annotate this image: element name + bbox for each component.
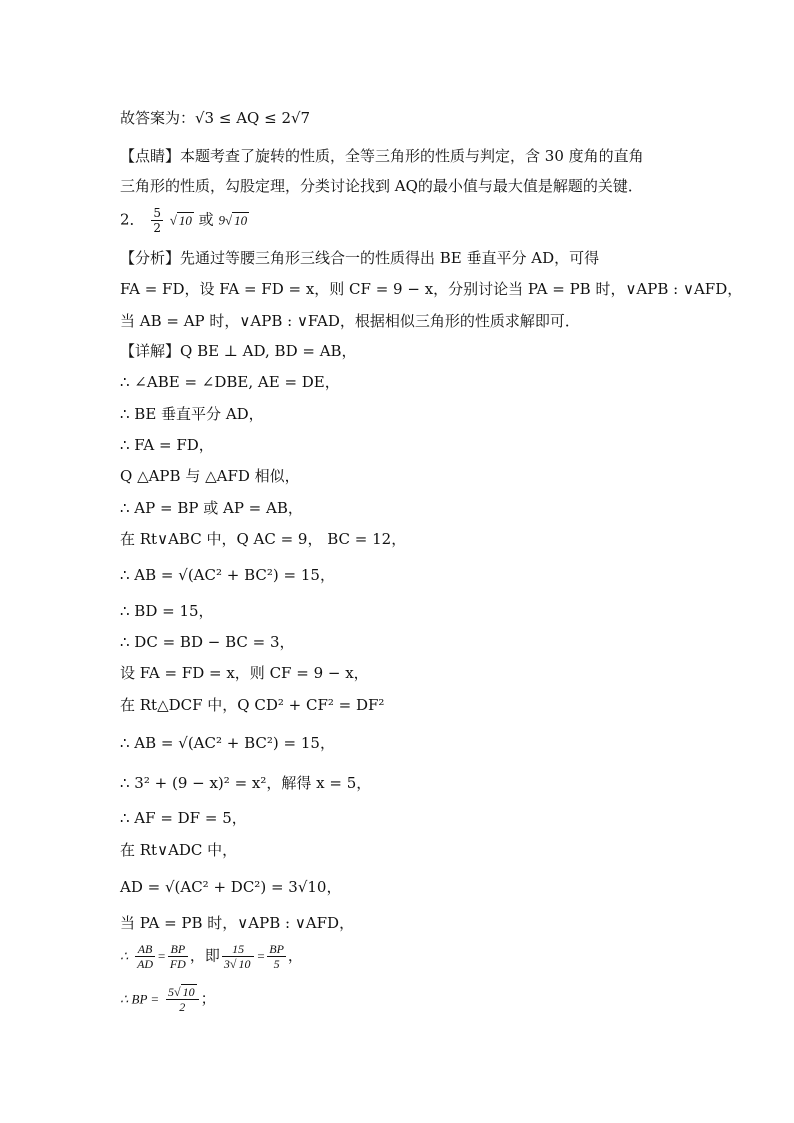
sqrt-sign: √ bbox=[224, 212, 233, 228]
text-line: 设 FA = FD = x，则 CF = 9 − x， bbox=[120, 664, 369, 682]
fraction-denominator: 5 bbox=[273, 957, 280, 971]
fraction-denominator: 3√ 10 bbox=[223, 957, 251, 971]
text-line: 在 Rt∨ADC 中， bbox=[120, 841, 238, 859]
fraction-numerator: 15 bbox=[222, 942, 255, 957]
text-line: 故答案为：√3 ≤ AQ ≤ 2√7 bbox=[120, 109, 311, 127]
fraction-ab-ad bbox=[135, 942, 155, 971]
fraction-bp-5 bbox=[267, 942, 286, 971]
fraction-5sqrt10-2 bbox=[166, 985, 199, 1014]
text-line: ∴ FA = FD， bbox=[120, 436, 214, 454]
equals-sign: = bbox=[157, 948, 166, 964]
fraction-numerator: 5√ 10 bbox=[166, 985, 199, 1000]
bp-result-line bbox=[120, 985, 216, 1014]
text-line: ∴ AB = √(AC² + BC²) = 15， bbox=[120, 566, 335, 584]
punctuation: ， bbox=[287, 946, 303, 965]
text-line: ∴ AP = BP 或 AP = AB， bbox=[120, 499, 303, 517]
text-line: ∴ DC = BD − BC = 3， bbox=[120, 633, 295, 651]
bp-prefix: ∴ BP = bbox=[120, 991, 160, 1007]
text-line: 【点睛】本题考查了旋转的性质，全等三角形的性质与判定，含 30 度角的直角 bbox=[120, 147, 644, 165]
equals-sign: = bbox=[256, 948, 266, 964]
coefficient: 9 bbox=[218, 212, 225, 228]
text-line: 【分析】先通过等腰三角形三线合一的性质得出 BE 垂直平分 AD，可得 bbox=[120, 249, 600, 267]
fraction-denominator: 2 bbox=[179, 1000, 186, 1014]
fraction-denominator: AD bbox=[137, 957, 154, 971]
question-number: 2． bbox=[120, 210, 145, 229]
fraction-denominator: 2 bbox=[153, 221, 161, 235]
text-line: ∴ AB = √(AC² + BC²) = 15， bbox=[120, 734, 335, 752]
or-text: 或 bbox=[198, 210, 214, 229]
text-line: 当 PA = PB 时，∨APB : ∨AFD， bbox=[120, 914, 355, 932]
text-line: ∴ ∠ABE = ∠DBE, AE = DE， bbox=[120, 373, 340, 391]
text-line: ∴ 3² + (9 − x)² = x²，解得 x = 5， bbox=[120, 774, 372, 792]
text-line: 三角形的性质，勾股定理，分类讨论找到 AQ的最小值与最大值是解题的关键． bbox=[120, 177, 643, 195]
fraction-bp-fd bbox=[168, 942, 188, 971]
fraction-numerator: BP bbox=[168, 942, 188, 957]
ratio-line bbox=[120, 942, 303, 971]
coefficient: 5 bbox=[167, 985, 174, 999]
text-line: ∴ BD = 15， bbox=[120, 602, 214, 620]
connector-text: ，即 bbox=[189, 946, 220, 965]
punctuation: ； bbox=[200, 989, 216, 1008]
fraction-denominator: FD bbox=[169, 957, 186, 971]
fraction bbox=[151, 206, 163, 235]
text-line: 在 Rt∨ABC 中，Q AC = 9， BC = 12， bbox=[120, 530, 407, 548]
sqrt-radicand: 10 bbox=[238, 957, 251, 971]
sqrt-sign: √ bbox=[169, 212, 177, 228]
text-line: 当 AB = AP 时，∨APB : ∨FAD，根据相似三角形的性质求解即可． bbox=[120, 312, 580, 330]
text-line: ∴ BE 垂直平分 AD， bbox=[120, 405, 264, 423]
sqrt-radicand: 10 bbox=[178, 212, 192, 228]
fraction-numerator: 5 bbox=[153, 206, 161, 220]
answer-line bbox=[120, 206, 249, 235]
text-line: 【详解】Q BE ⊥ AD, BD = AB， bbox=[120, 342, 357, 360]
fraction-numerator: AB bbox=[135, 942, 155, 957]
text-line: ∴ AF = DF = 5， bbox=[120, 809, 247, 827]
sqrt-radicand: 10 bbox=[234, 212, 248, 228]
text-line: FA = FD，设 FA = FD = x，则 CF = 9 − x，分别讨论当 PA = PB 时，∨APB : ∨AFD， bbox=[120, 280, 743, 298]
fraction-15-3sqrt10 bbox=[222, 942, 255, 971]
text-line: AD = √(AC² + DC²) = 3√10， bbox=[120, 878, 342, 896]
text-line: 在 Rt△DCF 中，Q CD² + CF² = DF² bbox=[120, 696, 385, 714]
fraction-numerator: BP bbox=[269, 942, 284, 956]
sqrt-radicand: 10 bbox=[182, 985, 195, 999]
therefore-symbol: ∴ bbox=[120, 948, 129, 964]
text-line: Q △APB 与 △AFD 相似， bbox=[120, 467, 300, 485]
coefficient: 3 bbox=[223, 957, 230, 971]
